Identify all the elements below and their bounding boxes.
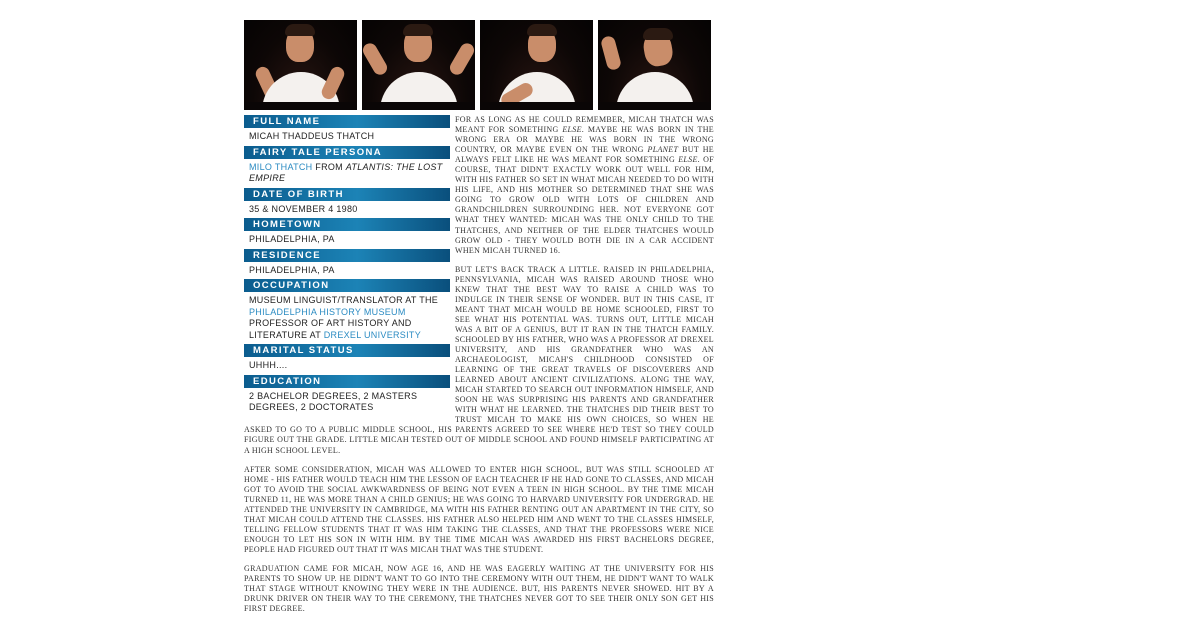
full-name-label: FULL NAME	[244, 115, 450, 128]
residence-label: RESIDENCE	[244, 249, 450, 262]
bio-paragraph-3: AFTER SOME CONSIDERATION, MICAH WAS ALLOWED TO ENTER HIGH SCHOOL, BUT WAS STILL SCHOOLED AT HOME - HIS FATHER WOULD TEACH HIM THE LESSON OF EACH TEACHER IF HE HAD GONE TO CLASSES, AND MICAH GOT TO AVOID THE SOCIAL AWKWARDNESS OF BEING NOT EVEN A TEEN IN HIGH SCHOOL. BY THE TIME MICAH TURNED 11, HE WAS MORE THAN A CHILD GENIUS; HE WAS GOING TO HARVARD UNIVERSITY FOR UNDERGRAD. HE ATTENDED THE UNIVERSITY IN CAMBRIDGE, MA WITH HIS FATHER RENTING OUT AN APARTMENT IN THE CITY, SO THAT MICAH COULD ATTEND THE CLASSES. HIS FATHER ALSO HELPED HIM AND WENT TO THE CLASSES HIMSELF, TELLING FELLOW STUDENTS THAT IT WAS HIM TAKING THE CLASSES, AND THAT THE PROFESSORS WERE NICE ENOUGH TO LET HIS SON IN WITH HIM. BY THE TIME MICAH WAS AWARDED HIS FIRST BACHELORS DEGREE, PEOPLE HAD FIGURED OUT THAT IT WAS MICAH THAT WAS THE STUDENT.	[244, 464, 714, 554]
bio-paragraph-1: FOR AS LONG AS HE COULD REMEMBER, MICAH THATCH WAS MEANT FOR SOMETHING ELSE. MAYBE HE WAS BORN IN THE WRONG ERA OR MAYBE HE WAS BORN IN THE WRONG COUNTRY, OR MAYBE EVEN ON THE WRONG PLANET BUT HE ALWAYS FELT LIKE HE WAS MEANT FOR SOMETHING ELSE. OF COURSE, THAT DIDN'T EXACTLY WORK OUT WELL FOR HIM, WITH HIS FATHER SO SET IN WHAT MICAH NEEDED TO DO WITH HIS LIFE, AND HIS MOTHER SO DETERMINED THAT SHE WAS GOING TO GROW OLD WITH LOTS OF CHILDREN AND GRANDCHILDREN SURROUNDING HER. NOT EVERYONE GOT WHAT THEY WANTED: MICAH WAS THE ONLY CHILD TO THE THATCHES, AND NEITHER OF THE ELDER THATCHES WOULD GROW OLD - THEY WOULD BOTH DIE IN A CAR ACCIDENT WHEN MICAH TURNED 16.	[455, 115, 714, 255]
marital-label: MARITAL STATUS	[244, 344, 450, 357]
full-name-value: MICAH THADDEUS THATCH	[249, 131, 375, 141]
persona-label: FAIRY TALE PERSONA	[244, 146, 450, 159]
bio-paragraph-2: BUT LET'S BACK TRACK A LITTLE. RAISED IN PHILADELPHIA, PENNSYLVANIA, MICAH WAS RAISED AROUND THOSE WHO KNEW THAT THE BEST WAY TO RAISE A CHILD WAS TO INDULGE IN THEIR SENSE OF WONDER. BUT IN THIS CASE, IT MEANT THAT MICAH WOULD BE HOME SCHOOLED, FIRST TO SEE WHAT HIS POTENTIAL WAS. TURNS OUT, LITTLE MICAH WAS A BIT OF A GENIUS, BUT IT RAN IN THE THATCH FAMILY. SCHOOLED BY HIS FATHER, WHO WAS A PROFESSOR AT DREXEL UNIVERSITY, AND HIS GRANDFATHER WHO WAS AN ARCHAEOLOGIST, MICAH'S CHILDHOOD CONSISTED OF LEARNING OF THE GREAT TRAVELS OF DISCOVERERS AND LEARNED ABOUT ANCIENT CIVILIZATIONS. ALONG THE WAY, MICAH STARTED TO SEARCH OUT INFORMATION HIMSELF, AND SOON HE WAS SURPRISING HIS PARENTS AND GRANDFATHER WITH WHAT HE LEARNED. THE THATCHES DID THEIR BEST TO TRUST MICAH TO MAKE HIS OWN CHOICES, SO WHEN HE ASKED TO GO TO A PUBLIC MIDDLE SCHOOL, HIS PARENTS AGREED TO SEE WHERE HE'D TEST SO THEY COULD FIGURE OUT THE GRADE. LITTLE MICAH TESTED OUT OF MIDDLE SCHOOL AND FOUND HIMSELF PARTICIPATING AT A HIGH SCHOOL LEVEL.	[244, 264, 714, 455]
education-label: EDUCATION	[244, 375, 450, 388]
photo-strip	[244, 20, 714, 110]
bio-paragraph-4: GRADUATION CAME FOR MICAH, NOW AGE 16, AND HE WAS EAGERLY WAITING AT THE UNIVERSITY FOR HIS PARENTS TO SHOW UP. HE DIDN'T WANT TO GO INTO THE CEREMONY WITH OUT THEM, HE DIDN'T WANT TO WALK THAT STAGE WITHOUT KNOWING THEY WERE IN THE AUDIENCE. BUT, HIS PARENTS NEVER SHOWED. HIT BY A DRUNK DRIVER ON THEIR WAY TO THE CEREMONY, THE THATCHES NEVER GOT TO SEE THEIR ONLY SON GET HIS FIRST DEGREE.	[244, 563, 714, 614]
museum-link[interactable]: PHILADELPHIA HISTORY MUSEUM	[249, 306, 406, 317]
profile-sidebar	[244, 115, 450, 417]
photo-2	[362, 20, 475, 110]
dob-label: DATE OF BIRTH	[244, 188, 450, 201]
photo-1	[244, 20, 357, 110]
occupation-label: OCCUPATION	[244, 279, 450, 292]
occupation-value	[244, 295, 450, 341]
persona-mid: FROM	[312, 161, 346, 172]
residence-value: PHILADELPHIA, PA	[249, 264, 335, 275]
education-value: 2 BACHELOR DEGREES, 2 MASTERS DEGREES, 2 DOCTORATES	[249, 390, 418, 412]
occupation-line1: MUSEUM LINGUIST/TRANSLATOR AT THE	[249, 295, 439, 305]
occupation-line2: PROFESSOR OF ART HISTORY AND LITERATURE AT	[249, 318, 412, 340]
persona-title: ATLANTIS: THE LOST EMPIRE	[249, 161, 443, 183]
hometown-value: PHILADELPHIA, PA	[249, 234, 335, 244]
profile-page	[244, 20, 714, 630]
university-link[interactable]: DREXEL UNIVERSITY	[323, 329, 422, 340]
profile-content	[244, 115, 714, 614]
persona-value	[244, 162, 450, 185]
dob-value: 35 & NOVEMBER 4 1980	[249, 203, 358, 214]
persona-link[interactable]: MILO THATCH	[249, 161, 313, 172]
photo-3	[480, 20, 593, 110]
marital-value: UHHH....	[249, 360, 288, 370]
photo-4	[598, 20, 711, 110]
hometown-label: HOMETOWN	[244, 218, 450, 231]
